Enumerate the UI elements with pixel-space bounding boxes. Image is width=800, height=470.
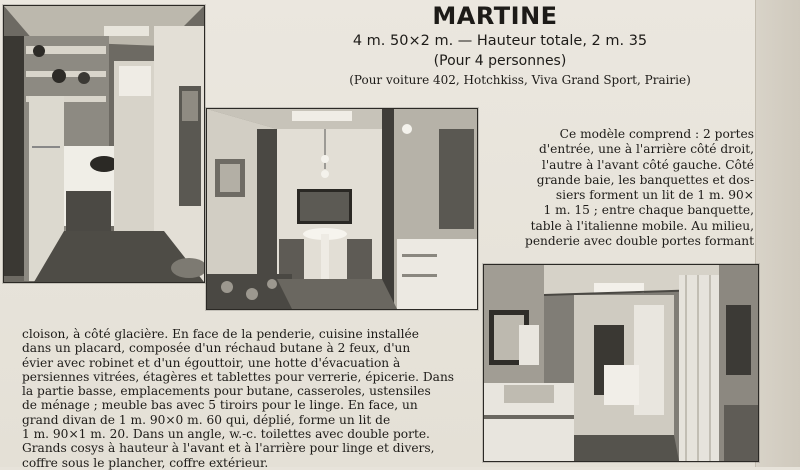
description-line: grand divan de 1 m. 90×0 m. 60 qui, déplié, forme un lit de xyxy=(22,412,391,427)
adjacent-page-edge xyxy=(755,0,800,467)
description-line: d'entrée, une à l'arrière côté droit, xyxy=(538,142,754,157)
description-right-column xyxy=(492,127,754,249)
kitchen-photo xyxy=(3,5,205,283)
description-line: 1 m. 90×1 m. 20. Dans un angle, w.-c. toilettes avec double porte. xyxy=(22,427,430,442)
model-capacity: (Pour 4 personnes) xyxy=(433,53,567,69)
description-line: coffre sous le plancher, coffre extérieur. xyxy=(22,455,269,470)
kitchen-photo-image xyxy=(4,6,204,282)
description-line: de ménage ; meuble bas avec 5 tiroirs pour le linge. En face, un xyxy=(22,398,418,413)
description-line: Ce modèle comprend : 2 portes xyxy=(559,127,754,141)
description-line: la partie basse, emplacements pour butane, casseroles, ustensiles xyxy=(22,384,431,399)
interior-front-photo xyxy=(206,108,478,310)
description-line: Grands cosys à hauteur à l'avant et à l'arrière pour linge et divers, xyxy=(22,441,435,456)
description-line: grande baie, les banquettes et dos- xyxy=(536,172,754,187)
description-line: évier avec robinet et d'un égouttoir, une hotte d'évacuation à xyxy=(22,355,401,370)
description-line: siers forment un lit de 1 m. 90× xyxy=(555,188,754,203)
description-line: persiennes vitrées, étagères et tablettes pour verrerie, épicerie. Dans xyxy=(22,369,455,384)
interior-rear-photo-image xyxy=(484,265,758,461)
description-bottom-block xyxy=(22,327,472,470)
description-line: l'autre à l'avant côté gauche. Côté xyxy=(541,157,754,172)
description-line: table à l'italienne mobile. Au milieu, xyxy=(530,218,754,233)
description-line: dans un placard, composée d'un réchaud butane à 2 feux, d'un xyxy=(22,341,411,356)
model-title: MARTINE xyxy=(432,2,558,30)
description-line: cloison, à côté glacière. En face de la penderie, cuisine installée xyxy=(22,327,419,341)
compatible-vehicles: (Pour voiture 402, Hotchkiss, Viva Grand Sport, Prairie) xyxy=(349,73,691,87)
description-line: penderie avec double portes formant xyxy=(525,234,754,249)
interior-rear-photo xyxy=(483,264,759,462)
description-line: 1 m. 15 ; entre chaque banquette, xyxy=(543,203,754,218)
model-dimensions: 4 m. 50×2 m. — Hauteur totale, 2 m. 35 xyxy=(352,33,648,49)
interior-front-photo-image xyxy=(207,109,477,309)
